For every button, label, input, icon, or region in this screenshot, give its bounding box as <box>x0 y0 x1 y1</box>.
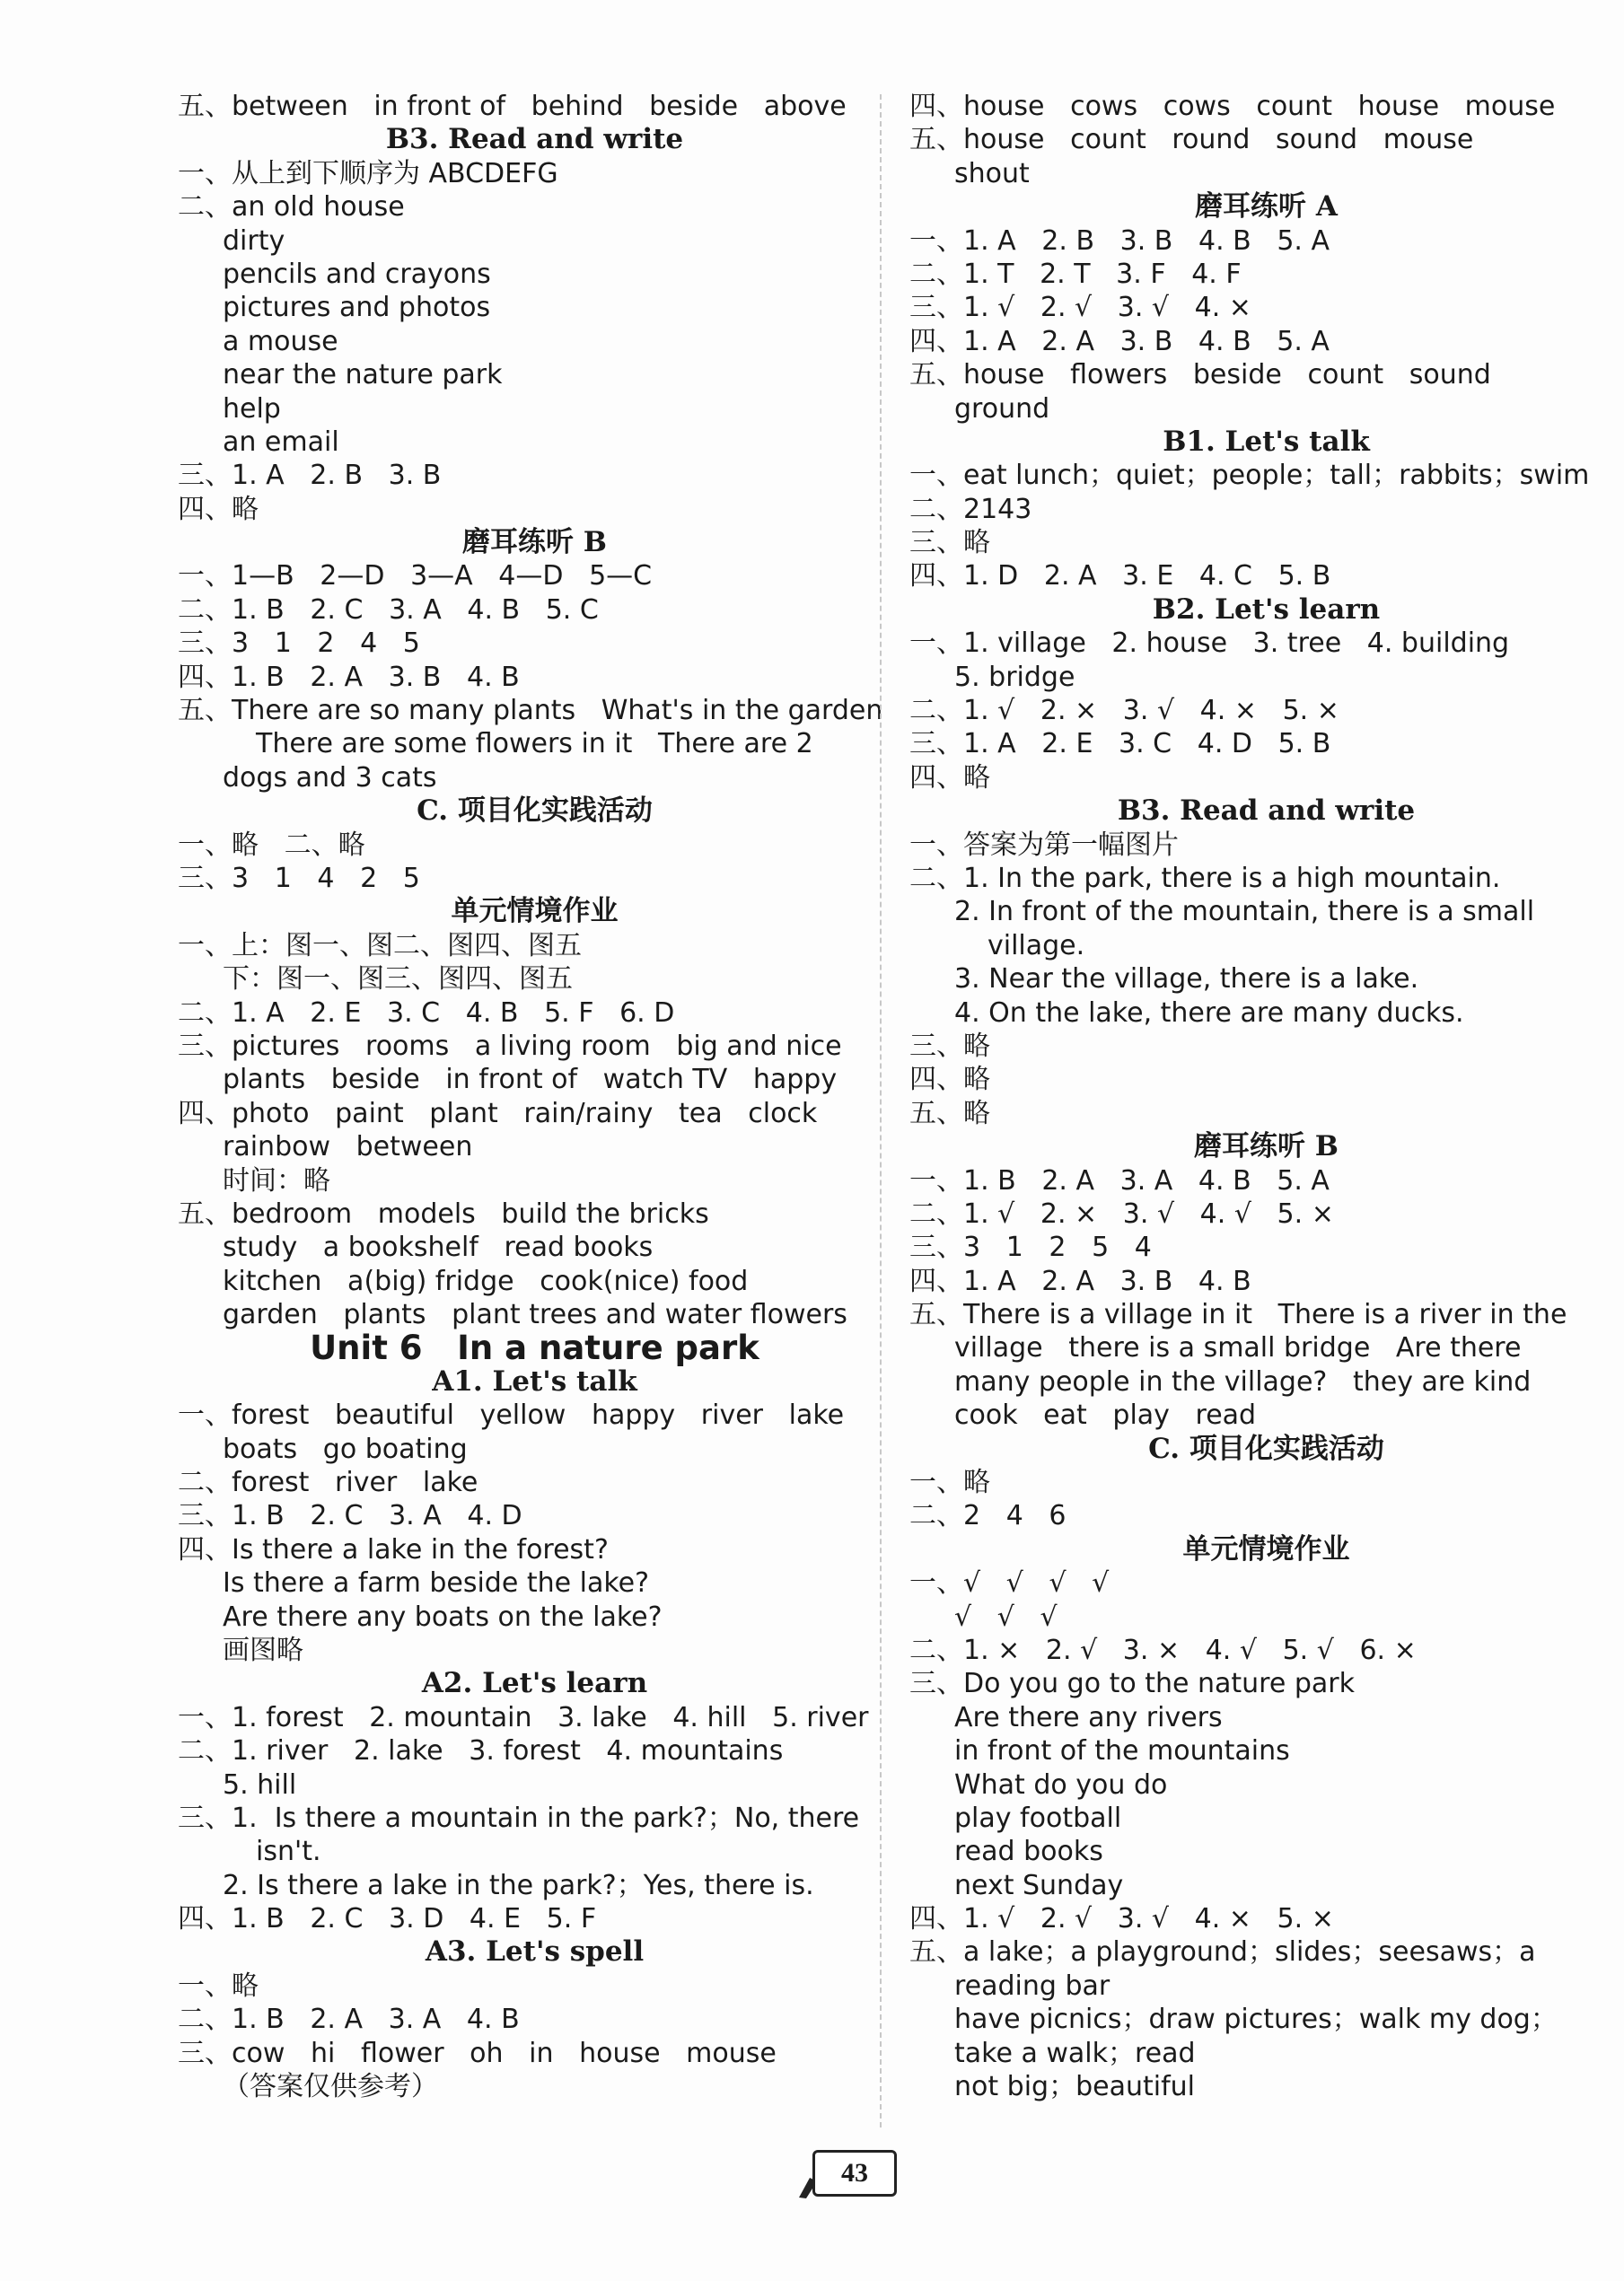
answer-line: 四、house cows cows count house mouse <box>909 91 1556 122</box>
right-column <box>909 90 1623 2103</box>
answer-line: pencils and crayons <box>223 258 491 290</box>
answer-line: 一、上：图一、图二、图四、图五 <box>178 929 582 961</box>
answer-line: 五、house count round sound mouse <box>909 124 1474 156</box>
answer-line: 一、1. village 2. house 3. tree 4. building <box>909 627 1510 660</box>
answer-line: 四、1. B 2. A 3. B 4. B <box>178 661 520 693</box>
answer-line: an email <box>223 425 339 458</box>
answer-line: in front of the mountains <box>954 1735 1290 1768</box>
section-heading: 磨耳练听 B <box>462 526 607 559</box>
answer-line: 二、1. A 2. E 3. C 4. B 5. F 6. D <box>178 996 675 1029</box>
answer-line: kitchen a(big) fridge cook(nice) food <box>223 1265 749 1297</box>
answer-line: play football <box>954 1802 1122 1834</box>
answer-line: have picnics；draw pictures；walk my dog； <box>954 2004 1558 2036</box>
answer-line: pictures and photos <box>223 292 491 324</box>
answer-line: Is there a farm beside the lake? <box>223 1567 650 1600</box>
answer-line: garden plants plant trees and water flowers <box>223 1299 847 1331</box>
section-heading: 磨耳练听 A <box>1195 190 1338 224</box>
answer-line: 5. hill <box>223 1768 297 1801</box>
answer-line: 三、3 1 4 2 5 <box>178 862 420 894</box>
answer-line: 二、1. B 2. C 3. A 4. B 5. C <box>178 593 599 626</box>
answer-line: 五、略 <box>909 1097 990 1129</box>
answer-line: 二、2143 <box>909 493 1032 525</box>
answer-line: 五、There is a village in it There is a river in the <box>909 1299 1567 1331</box>
answer-line: 二、1. T 2. T 3. F 4. F <box>909 258 1242 290</box>
answer-line: village. <box>988 929 1085 961</box>
section-heading: A2. Let's learn <box>421 1667 648 1700</box>
answer-line: 二、1. river 2. lake 3. forest 4. mountains <box>178 1735 784 1768</box>
answer-line: Are there any boats on the lake? <box>223 1601 663 1633</box>
answer-line: study a bookshelf read books <box>223 1232 654 1264</box>
answer-line: 一、1—B 2—D 3—A 4—D 5—C <box>178 560 653 592</box>
answer-line: take a walk；read <box>954 2037 1196 2069</box>
answer-line: 四、略 <box>178 493 259 525</box>
answer-line: 2. In front of the mountain, there is a small <box>954 896 1535 928</box>
section-heading: 单元情境作业 <box>1182 1532 1350 1566</box>
answer-line: 四、photo paint plant rain/rainy tea clock <box>178 1097 818 1129</box>
answer-line: 一、√ √ √ √ <box>909 1567 1110 1600</box>
section-heading: C. 项目化实践活动 <box>1148 1432 1384 1465</box>
answer-line: 一、略 二、略 <box>178 829 365 861</box>
answer-line: 四、1. A 2. A 3. B 4. B <box>909 1265 1251 1297</box>
answer-line: 一、forest beautiful yellow happy river lake <box>178 1399 845 1432</box>
answer-line: What do you do <box>954 1768 1168 1801</box>
answer-line: 三、1. B 2. C 3. A 4. D <box>178 1500 522 1532</box>
section-heading: A1. Let's talk <box>432 1364 637 1398</box>
answer-line: dirty <box>223 224 285 257</box>
answer-line: 三、3 1 2 4 5 <box>178 627 420 660</box>
answer-line: 二、1. B 2. A 3. A 4. B <box>178 2004 520 2036</box>
answer-line: 二、1. √ 2. × 3. √ 4. × 5. × <box>909 695 1339 727</box>
answer-line: dogs and 3 cats <box>223 761 437 794</box>
answer-line: 四、1. √ 2. √ 3. √ 4. × 5. × <box>909 1903 1334 1935</box>
answer-line: 2. Is there a lake in the park?；Yes, there is. <box>223 1869 814 1901</box>
answer-line: 3. Near the village, there is a lake. <box>954 963 1419 996</box>
answer-line: 三、1. A 2. B 3. B <box>178 460 442 492</box>
answer-line: 三、略 <box>909 1030 990 1062</box>
section-heading: B1. Let's talk <box>1163 425 1370 458</box>
answer-line: 五、house flowers beside count sound <box>909 359 1491 391</box>
answer-line: 一、1. A 2. B 3. B 4. B 5. A <box>909 224 1330 257</box>
answer-line: 二、2 4 6 <box>909 1500 1067 1532</box>
answer-line: 一、略 <box>178 1970 259 2002</box>
answer-line: √ √ √ <box>954 1601 1058 1633</box>
answer-line: read books <box>954 1836 1103 1868</box>
column-divider <box>880 94 882 2127</box>
answer-line: 时间：略 <box>223 1164 330 1197</box>
answer-line: 三、Do you go to the nature park <box>909 1668 1355 1700</box>
section-heading: B2. Let's learn <box>1152 592 1381 626</box>
answer-line: village there is a small bridge Are there <box>954 1332 1522 1364</box>
answer-line: 三、略 <box>909 527 990 559</box>
answer-line: 三、1. Is there a mountain in the park?；No, there <box>178 1802 860 1834</box>
answer-line: 五、bedroom models build the bricks <box>178 1198 709 1230</box>
answer-line: 一、略 <box>909 1467 990 1499</box>
answer-line: 四、Is there a lake in the forest? <box>178 1533 609 1566</box>
section-heading: 磨耳练听 B <box>1194 1130 1339 1163</box>
answer-line: 四、1. D 2. A 3. E 4. C 5. B <box>909 560 1331 592</box>
answer-line: 三、3 1 2 5 4 <box>909 1232 1152 1264</box>
answer-line: 四、1. B 2. C 3. D 4. E 5. F <box>178 1903 597 1935</box>
answer-line: 五、between in front of behind beside above <box>178 91 847 122</box>
answer-line: 一、1. forest 2. mountain 3. lake 4. hill 5. river <box>178 1701 869 1733</box>
answer-line: 4. On the lake, there are many ducks. <box>954 996 1464 1029</box>
answer-line: reading bar <box>954 1970 1110 2002</box>
answer-line: 一、eat lunch；quiet；people；tall；rabbits；swim <box>909 460 1590 492</box>
answer-line: cook eat play read <box>954 1399 1257 1432</box>
left-column <box>178 90 891 2103</box>
answer-line: 二、1. In the park, there is a high mountain. <box>909 862 1501 894</box>
answer-line: 一、1. B 2. A 3. A 4. B 5. A <box>909 1164 1330 1197</box>
section-heading: C. 项目化实践活动 <box>417 794 653 828</box>
section-heading: Unit 6 In a nature park <box>310 1329 759 1368</box>
answer-line: 二、1. × 2. √ 3. × 4. √ 5. √ 6. × <box>909 1634 1417 1666</box>
answer-line: （答案仅供参考） <box>223 2071 438 2103</box>
answer-line: next Sunday <box>954 1869 1124 1901</box>
answer-line: 一、答案为第一幅图片 <box>909 829 1179 861</box>
answer-line: many people in the village? they are kind <box>954 1365 1532 1398</box>
answer-line: There are some flowers in it There are 2 <box>256 728 813 760</box>
answer-line: ground <box>954 392 1050 425</box>
answer-line: 二、1. √ 2. × 3. √ 4. √ 5. × <box>909 1198 1334 1230</box>
answer-line: 四、1. A 2. A 3. B 4. B 5. A <box>909 325 1330 357</box>
answer-line: 二、forest river lake <box>178 1467 478 1499</box>
answer-line: 三、cow hi flower oh in house mouse <box>178 2037 777 2069</box>
answer-line: 三、1. √ 2. √ 3. √ 4. × <box>909 292 1251 324</box>
answer-line: Are there any rivers <box>954 1701 1223 1733</box>
answer-line: 五、a lake；a playground；slides；seesaws；a <box>909 1936 1536 1969</box>
section-heading: B3. Read and write <box>385 123 684 156</box>
answer-line: 四、略 <box>909 761 990 794</box>
answer-line: 三、1. A 2. E 3. C 4. D 5. B <box>909 728 1331 760</box>
answer-line: rainbow between <box>223 1131 473 1163</box>
answer-line: isn't. <box>256 1836 321 1868</box>
answer-line: shout <box>954 157 1030 189</box>
answer-line: 二、an old house <box>178 191 405 224</box>
answer-line: 一、从上到下顺序为 ABCDEFG <box>178 157 558 189</box>
answer-line: 五、There are so many plants What's in the garden <box>178 695 883 727</box>
answer-line: boats go boating <box>223 1433 468 1465</box>
answer-line: a mouse <box>223 325 338 357</box>
section-heading: A3. Let's spell <box>425 1935 645 1969</box>
answer-line: 画图略 <box>223 1634 303 1666</box>
answer-line: 5. bridge <box>954 661 1075 693</box>
answer-line: 三、pictures rooms a living room big and nice <box>178 1030 842 1062</box>
answer-line: 下：图一、图三、图四、图五 <box>223 963 573 996</box>
answer-line: plants beside in front of watch TV happy <box>223 1064 838 1096</box>
answer-line: 四、略 <box>909 1064 990 1096</box>
section-heading: 单元情境作业 <box>451 895 619 928</box>
answer-line: not big；beautiful <box>954 2071 1195 2103</box>
page-number: 43 <box>812 2150 897 2197</box>
answer-line: near the nature park <box>223 359 503 391</box>
answer-line: help <box>223 392 281 425</box>
section-heading: B3. Read and write <box>1117 794 1416 828</box>
